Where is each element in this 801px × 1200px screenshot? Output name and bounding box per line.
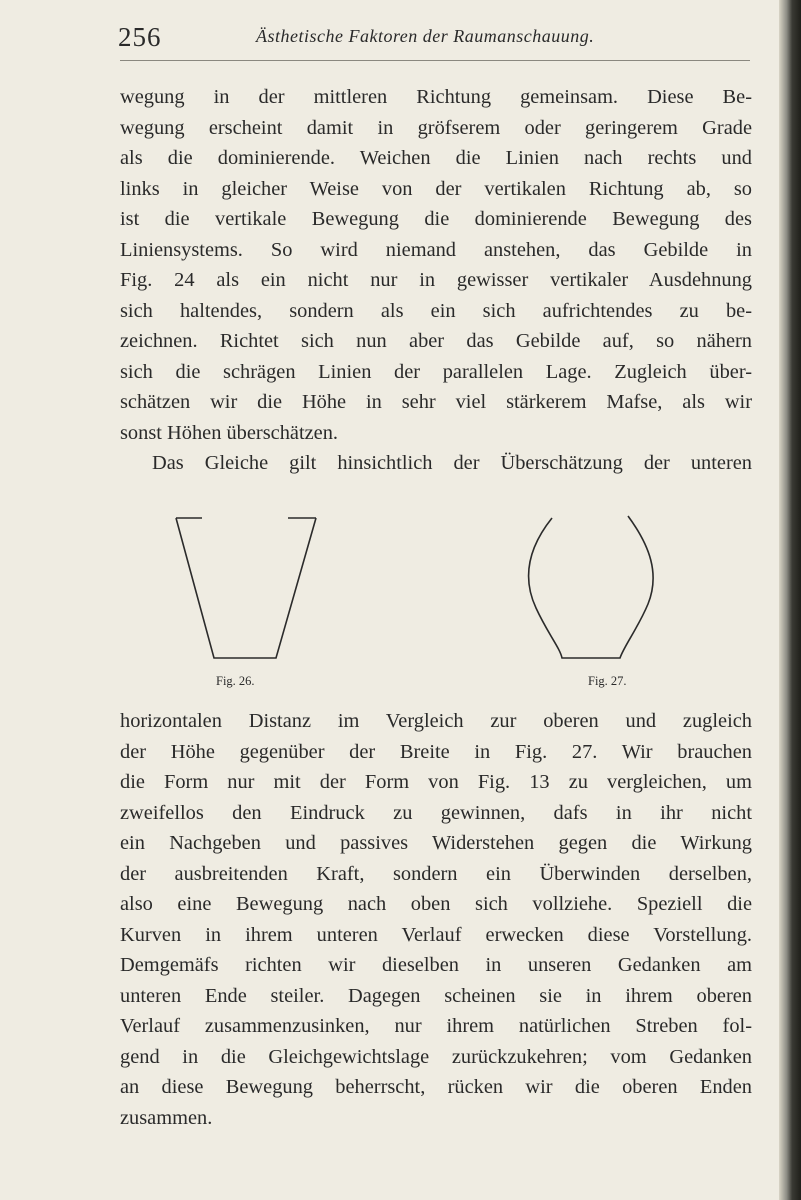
text-line: ist die vertikale Bewegung die dominierende Bewegung des <box>120 208 752 230</box>
text-line: sich haltendes, sondern als ein sich aufrichtendes zu be- <box>120 299 752 322</box>
text-line: Kurven in ihrem unteren Verlauf erwecken diese Vorstellung. <box>120 923 752 946</box>
figure-26-shape <box>176 518 316 658</box>
text-line: also eine Bewegung nach oben sich vollziehe. Speziell die <box>120 893 752 915</box>
text-line: Verlauf zusammenzusinken, nur ihrem natürlichen Streben fol- <box>120 1015 752 1037</box>
paragraph-3 <box>120 706 752 1133</box>
text-line: die Form nur mit der Form von Fig. 13 zu vergleichen, um <box>120 771 752 793</box>
text-line: sich die schrägen Linien der parallelen Lage. Zugleich über- <box>120 360 752 383</box>
figure-27-shape <box>529 516 654 658</box>
figure-27-caption: Fig. 27. <box>588 674 627 688</box>
text-line: wegung erscheint damit in gröfserem oder geringerem Grade <box>120 116 752 139</box>
text-line: zweifellos den Eindruck zu gewinnen, dafs in ihr nicht <box>120 801 752 824</box>
figure-26-caption: Fig. 26. <box>216 674 255 688</box>
text-line: der ausbreitenden Kraft, sondern ein Überwinden derselben, <box>120 862 752 885</box>
text-line: gend in die Gleichgewichtslage zurückzukehren; vom Gedanken <box>120 1045 752 1068</box>
text-line: zusammen. <box>120 1106 213 1129</box>
text-line: wegung in der mittleren Richtung gemeinsam. Diese Be- <box>120 86 752 108</box>
text-line: ein Nachgeben und passives Widerstehen gegen die Wirkung <box>120 832 752 854</box>
text-line: der Höhe gegenüber der Breite in Fig. 27. Wir brauchen <box>120 740 752 763</box>
header-rule <box>120 60 750 61</box>
text-line: Das Gleiche gilt hinsichtlich der Überschätzung der unteren <box>152 452 752 474</box>
text-line: sonst Höhen überschätzen. <box>120 421 339 444</box>
text-line: unteren Ende steiler. Dagegen scheinen sie in ihrem oberen <box>120 984 752 1007</box>
text-line: links in gleicher Weise von der vertikalen Richtung ab, so <box>120 177 752 200</box>
text-line: Liniensystems. So wird niemand anstehen, das Gebilde in <box>120 238 752 261</box>
text-line: als die dominierende. Weichen die Linien nach rechts und <box>120 147 752 169</box>
page-number: 256 <box>118 22 162 52</box>
text-line: Fig. 24 als ein nicht nur in gewisser vertikaler Ausdehnung <box>120 269 752 291</box>
page-header <box>118 22 758 62</box>
text-line: an diese Bewegung beherrscht, rücken wir die oberen Enden <box>120 1076 752 1098</box>
paragraph-1 <box>120 82 752 479</box>
running-title: Ästhetische Faktoren der Raumanschauung. <box>256 26 595 46</box>
figure-drawings <box>150 508 710 698</box>
figures-26-27 <box>150 508 710 698</box>
text-line: horizontalen Distanz im Vergleich zur oberen und zugleich <box>120 710 752 732</box>
book-spine-edge <box>779 0 801 1200</box>
text-line: zeichnen. Richtet sich nun aber das Gebilde auf, so nähern <box>120 330 752 352</box>
text-line: schätzen wir die Höhe in sehr viel stärkerem Mafse, als wir <box>120 391 752 413</box>
text-line: Demgemäfs richten wir dieselben in unseren Gedanken am <box>120 954 752 976</box>
